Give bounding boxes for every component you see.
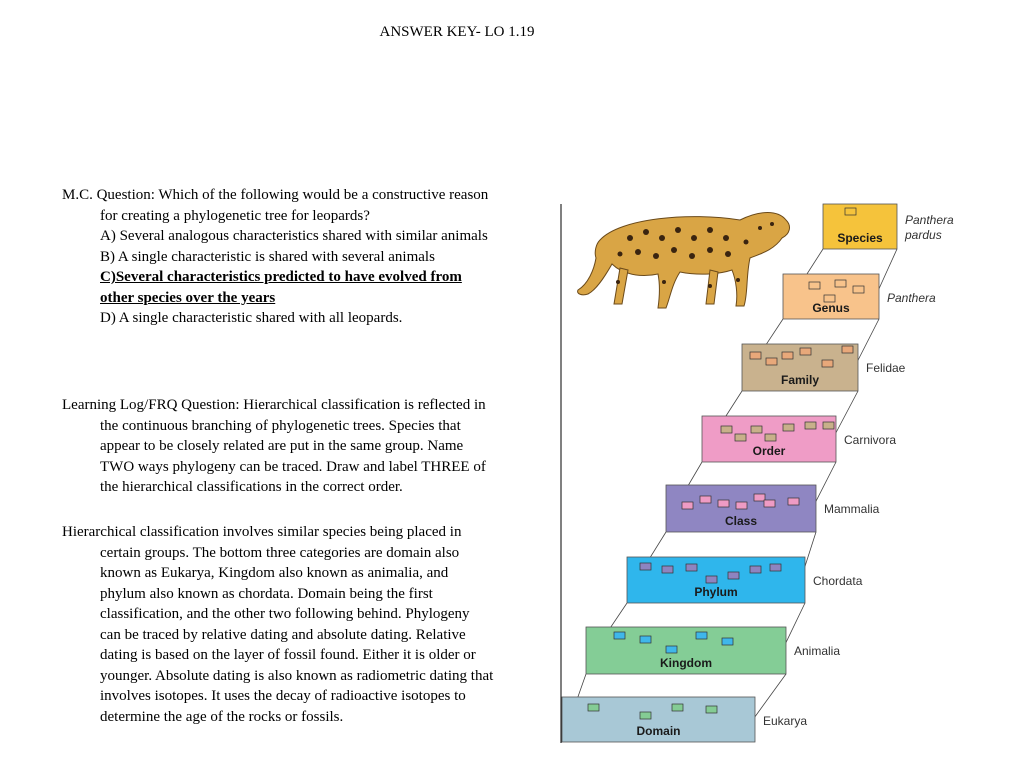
phylum-rank-name: Chordata — [813, 574, 863, 588]
answer-block — [62, 522, 494, 727]
genus-box-label: Genus — [812, 301, 850, 315]
family-box-label: Family — [780, 373, 820, 387]
level-order — [702, 416, 896, 462]
domain-box-label: Domain — [636, 724, 681, 738]
level-kingdom — [586, 627, 840, 674]
domain-member-square — [706, 706, 717, 713]
genus-rank-name: Panthera — [887, 291, 936, 305]
mc-question: M.C. Question: Which of the following would be a constructive reason for creating a phylogenetic tree for leopards? — [62, 187, 489, 224]
level-phylum — [627, 557, 863, 603]
frq-question: Learning Log/FRQ Question: Hierarchical classification is reflected in the continuous branching of phylogenetic trees. Species that appear to be closely related are put in the same group. Name TWO ways phylogeny can be traced. Draw and label THREE of the hierarchical classifications in the correct order. — [62, 397, 486, 495]
phylum-member-square — [662, 566, 673, 573]
kingdom-member-square — [722, 638, 733, 645]
family-rank-name: Felidae — [866, 361, 906, 375]
mc-option-d: D) A single characteristic shared with all leopards. — [100, 310, 403, 326]
genus-member-square — [853, 286, 864, 293]
phylum-box-label: Phylum — [694, 585, 738, 599]
frq-question-block — [62, 395, 494, 498]
order-member-square — [721, 426, 732, 433]
level-genus — [783, 274, 936, 319]
phylum-member-square — [750, 566, 761, 573]
phylum-member-square — [728, 572, 739, 579]
level-class — [666, 485, 880, 532]
level-family — [742, 344, 906, 391]
mc-option-a: A) Several analogous characteristics shared with similar animals — [100, 228, 488, 244]
family-member-square — [782, 352, 793, 359]
mc-option-c-correct: C)Several characteristics predicted to have evolved from other species over the years — [100, 269, 462, 306]
species-rank-name-line2: pardus — [905, 228, 942, 242]
family-member-square — [822, 360, 833, 367]
kingdom-member-square — [640, 636, 651, 643]
classification-diagram — [560, 198, 960, 748]
order-member-square — [783, 424, 794, 431]
phylum-member-square — [640, 563, 651, 570]
family-member-square — [750, 352, 761, 359]
level-domain — [562, 697, 807, 742]
kingdom-rank-name: Animalia — [794, 644, 841, 658]
domain-member-square — [672, 704, 683, 711]
domain-member-square — [640, 712, 651, 719]
species-box-label: Species — [837, 231, 883, 245]
kingdom-member-square — [696, 632, 707, 639]
phylum-member-square — [686, 564, 697, 571]
mc-option-b: B) A single characteristic is shared with several animals — [100, 248, 435, 265]
family-member-square — [766, 358, 777, 365]
class-member-square — [764, 500, 775, 507]
order-rank-name: Carnivora — [844, 433, 897, 447]
phylum-member-square — [770, 564, 781, 571]
class-rank-name: Mammalia — [824, 502, 880, 516]
species-rank-name: Panthera — [905, 213, 954, 227]
order-member-square — [823, 422, 834, 429]
leopard-illustration — [578, 213, 790, 309]
class-member-square — [754, 494, 765, 501]
order-box-label: Order — [752, 444, 786, 458]
kingdom-box-label: Kingdom — [660, 656, 712, 670]
page-title: ANSWER KEY- LO 1.19 — [379, 24, 535, 40]
domain-rank-name: Eukarya — [763, 714, 808, 728]
order-member-square — [765, 434, 776, 441]
class-member-square — [718, 500, 729, 507]
class-member-square — [736, 502, 747, 509]
class-member-square — [700, 496, 711, 503]
order-member-square — [751, 426, 762, 433]
genus-member-square — [835, 280, 846, 287]
answer-text: Hierarchical classification involves similar species being placed in certain groups. The bottom three categories are domain also known as Eukarya, Kingdom also known as animalia, and phylum also known as chordata. Domain being the first classification, and the other two following behind. Phylogeny can be traced by relative dating and absolute dating. Relative dating is based on the layer of fossil found. Either it is older or younger. Absolute dating is also known as radiometric dating that involves isotopes. It uses the decay of radioactive isotopes to determine the age of the rocks or fossils. — [62, 524, 494, 725]
class-box-label: Class — [724, 514, 758, 528]
mc-question-block — [62, 185, 494, 329]
genus-member-square — [809, 282, 820, 289]
class-member-square — [682, 502, 693, 509]
family-member-square — [800, 348, 811, 355]
family-member-square — [842, 346, 853, 353]
phylum-member-square — [706, 576, 717, 583]
domain-member-square — [588, 704, 599, 711]
kingdom-member-square — [666, 646, 677, 653]
order-member-square — [805, 422, 816, 429]
kingdom-member-square — [614, 632, 625, 639]
species-member-square — [845, 208, 856, 215]
order-member-square — [735, 434, 746, 441]
class-member-square — [788, 498, 799, 505]
level-species — [823, 204, 954, 249]
